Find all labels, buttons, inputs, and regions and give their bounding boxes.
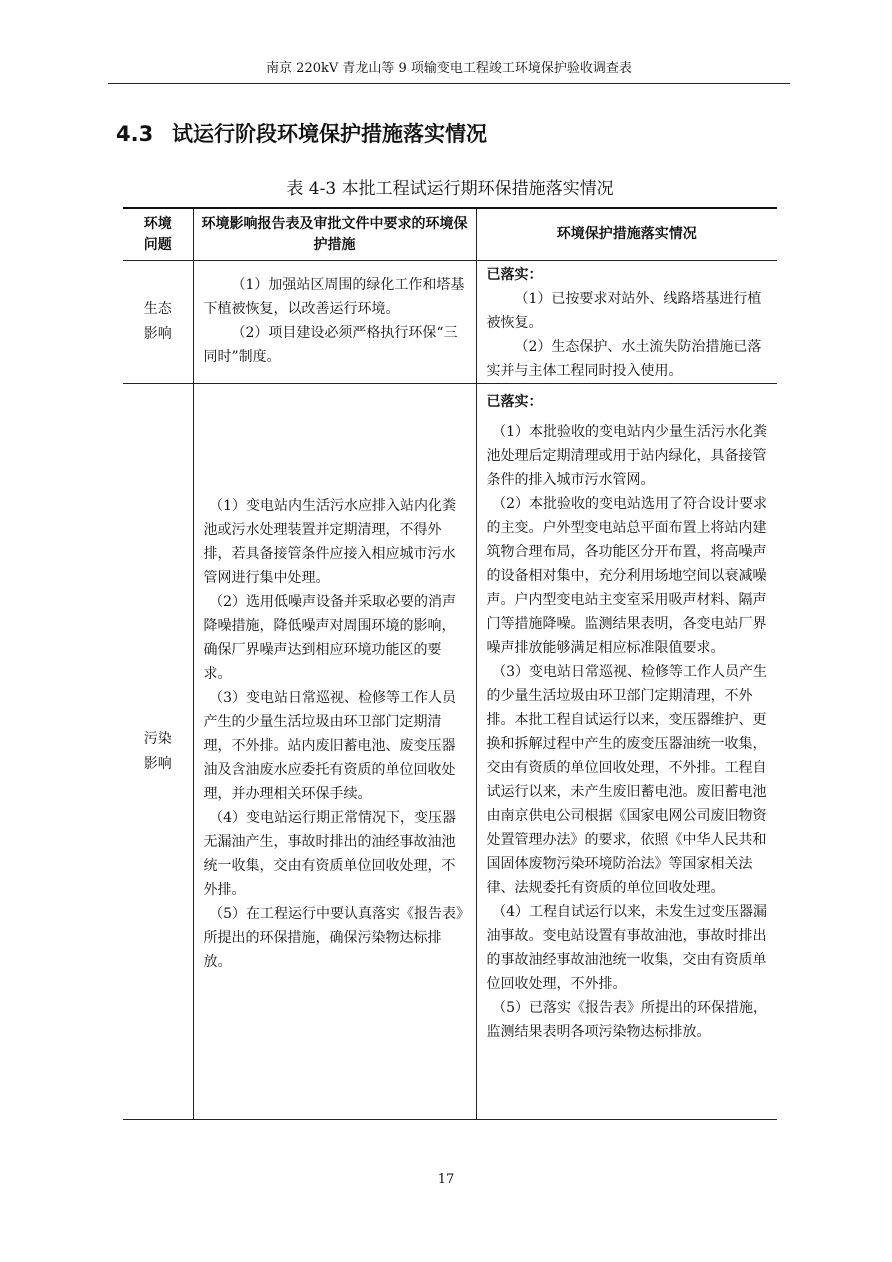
status-item: （5）已落实《报告表》所提出的环保措施，监测结果表明各项污染物达标排放。 xyxy=(486,1000,767,1040)
status-cell xyxy=(476,384,777,1120)
header-issue: 环境问题 xyxy=(123,208,193,261)
measure-item: （3）变电站日常巡视、检修等工作人员产生的少量生活垃圾由环卫部门定期清理，不外排。站内废旧蓄电池、废变压器油及含油废水应委托有资质的单位回收处理，并办理相关环保手续。 xyxy=(203,689,456,802)
header-rule xyxy=(108,83,790,84)
measure-item: （5）在工程运行中要认真落实《报告表》所提出的环保措施，确保污染物达标排放。 xyxy=(203,905,463,970)
status-item: （3）变电站日常巡视、检修等工作人员产生的少量生活垃圾由环卫部门定期清理，不外排。本批工程自试运行以来，变压器维护、更换和拆解过程中产生的废变压器油统一收集，交由有资质的单位回收处理，不外排。工程自试运行以来，未产生废旧蓄电池。废旧蓄电池由南京供电公司根据《国家电网公司废旧物资处置管理办法》的要求，依照《中华人民共和国固体废物污染环境防治法》等国家相关法律、法规委托有资质的单位回收处理。 xyxy=(486,664,767,896)
status-item: （1）本批验收的变电站内少量生活污水化粪池处理后定期清理或用于站内绿化，具备接管条件的排入城市污水管网。 xyxy=(486,424,767,488)
table-row xyxy=(123,261,777,384)
measure-item: （2）项目建设必须严格执行环保“三同时”制度。 xyxy=(203,325,458,365)
status-cell xyxy=(476,261,777,384)
issue-cell: 污染影响 xyxy=(123,384,193,1120)
required-measures-cell xyxy=(193,261,476,384)
status-label: 已落实： xyxy=(486,394,543,410)
issue-cell: 生态影响 xyxy=(123,261,193,384)
measure-item: （1）加强站区周围的绿化工作和塔基下植被恢复，以改善运行环境。 xyxy=(203,277,465,317)
table-header-row xyxy=(123,208,777,261)
header-required-measures: 环境影响报告表及审批文件中要求的环境保护措施 xyxy=(193,208,476,261)
table-caption: 表 4-3 本批工程试运行期环保措施落实情况 xyxy=(286,179,614,199)
section-number: 4.3 xyxy=(116,122,154,146)
status-item: （1）已按要求对站外、线路塔基进行植被恢复。 xyxy=(486,291,762,331)
required-measures-cell xyxy=(193,384,476,1120)
measure-item: （4）变电站运行期正常情况下，变压器无漏油产生，事故时排出的油经事故油池统一收集，交由有资质单位回收处理，不外排。 xyxy=(203,809,456,898)
status-item: （4）工程自试运行以来，未发生过变压器漏油事故。变电站设置有事故油池，事故时排出的事故油经事故油池统一收集，交由有资质单位回收处理，不外排。 xyxy=(486,904,767,992)
status-label: 已落实： xyxy=(486,267,543,283)
page-number: 17 xyxy=(437,1172,455,1187)
status-item: （2）本批验收的变电站选用了符合设计要求的主变。户外型变电站总平面布置上将站内建筑物合理布局，各功能区分开布置，将高噪声的设备相对集中，充分利用场地空间以衰减噪声。户内型变电站主变室采用吸声材料、隔声门等措施降噪。监测结果表明，各变电站厂界噪声排放能够满足相应标准限值要求。 xyxy=(486,496,767,656)
section-heading xyxy=(116,120,487,148)
status-item: （2）生态保护、水土流失防治措施已落实并与主体工程同时投入使用。 xyxy=(486,339,762,379)
table-row xyxy=(123,384,777,1120)
measure-item: （2）选用低噪声设备并采取必要的消声降噪措施，降低噪声对周围环境的影响，确保厂界噪声达到相应环境功能区的要求。 xyxy=(203,593,456,682)
running-header: 南京 220kV 青龙山等 9 项输变电工程竣工环境保护验收调查表 xyxy=(266,61,632,76)
section-title: 试运行阶段环境保护措施落实情况 xyxy=(172,122,487,146)
measures-table xyxy=(123,207,777,1120)
measure-item: （1）变电站内生活污水应排入站内化粪池或污水处理装置并定期清理，不得外排，若具备接管条件应接入相应城市污水管网进行集中处理。 xyxy=(203,497,456,586)
header-implementation-status: 环境保护措施落实情况 xyxy=(476,208,777,261)
